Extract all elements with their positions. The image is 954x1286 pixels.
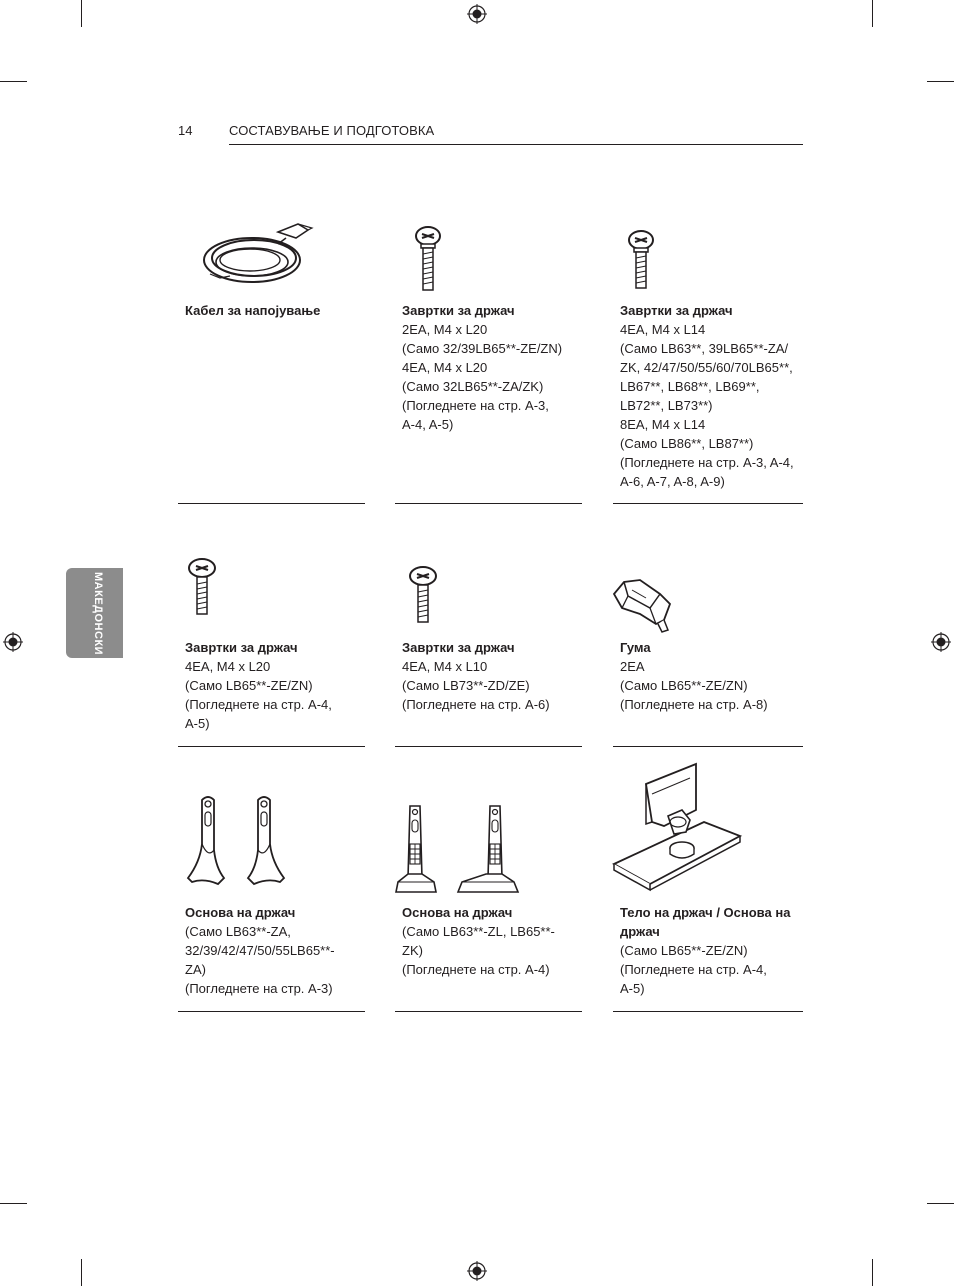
registration-mark-icon (931, 632, 951, 652)
item-title: Завртки за држач (402, 640, 515, 655)
item-detail: LB72**, LB73**) (620, 398, 713, 413)
item-detail: ZA) (185, 962, 206, 977)
item-detail: (Само LB86**, LB87**) (620, 436, 754, 451)
item-detail: ZK) (402, 943, 423, 958)
crop-mark (0, 81, 27, 82)
crop-mark (872, 0, 873, 27)
screw-icon (414, 226, 442, 294)
item-divider (395, 1011, 582, 1012)
item-divider (178, 746, 365, 747)
item-caption (185, 638, 360, 733)
screw-icon (187, 558, 217, 618)
item-divider (395, 746, 582, 747)
stand-base-feet-icon (394, 802, 522, 896)
item-detail: (Само LB63**, 39LB65**-ZA/ (620, 341, 789, 356)
language-tab (66, 568, 123, 658)
item-detail: A-4, A-5) (402, 417, 454, 432)
crop-mark (81, 1259, 82, 1286)
item-detail: 4EA, M4 x L20 (402, 360, 488, 375)
item-title: Завртки за држач (185, 640, 298, 655)
item-detail: (Погледнете на стр. A-8) (620, 697, 768, 712)
rubber-pad-icon (610, 576, 676, 634)
crop-mark (872, 1259, 873, 1286)
item-detail: 2EA, M4 x L20 (402, 322, 488, 337)
item-caption (185, 301, 360, 320)
item-detail: (Само LB73**-ZD/ZE) (402, 678, 530, 693)
item-detail: 32/39/42/47/50/55LB65**- (185, 943, 335, 958)
item-detail: (Само LB63**-ZL, LB65**- (402, 924, 555, 939)
item-detail: (Само LB65**-ZE/ZN) (620, 943, 748, 958)
item-detail: (Погледнете на стр. A-4) (402, 962, 550, 977)
item-detail: (Погледнете на стр. A-3) (185, 981, 333, 996)
item-divider (613, 746, 803, 747)
item-caption (620, 903, 802, 998)
item-divider (613, 503, 803, 504)
section-title: СОСТАВУВАЊЕ И ПОДГОТОВКА (229, 123, 435, 138)
item-title: Основа на држач (185, 905, 296, 920)
item-detail: 8EA, M4 x L14 (620, 417, 706, 432)
item-detail: A-5) (620, 981, 645, 996)
stand-base-legs-icon (184, 792, 292, 888)
crop-mark (927, 1203, 954, 1204)
item-detail: (Погледнете на стр. A-3, A-4, (620, 455, 794, 470)
item-divider (613, 1011, 803, 1012)
item-detail: LB67**, LB68**, LB69**, (620, 379, 760, 394)
screw-icon (627, 230, 655, 292)
item-divider (178, 503, 365, 504)
item-caption (402, 301, 582, 434)
language-tab-label: МАКЕДОНСКИ (92, 572, 104, 656)
item-caption (185, 903, 360, 998)
item-detail: (Само LB65**-ZE/ZN) (185, 678, 313, 693)
item-detail: (Погледнете на стр. A-4, (185, 697, 332, 712)
item-detail: 4EA, M4 x L10 (402, 659, 488, 674)
item-detail: A-5) (185, 716, 210, 731)
item-title: Основа на држач (402, 905, 513, 920)
item-divider (178, 1011, 365, 1012)
item-detail: (Погледнете на стр. A-4, (620, 962, 767, 977)
registration-mark-icon (3, 632, 23, 652)
item-title: Кабел за напојување (185, 303, 321, 318)
item-title: Завртки за држач (620, 303, 733, 318)
item-caption (402, 638, 582, 714)
item-detail: 4EA, M4 x L20 (185, 659, 271, 674)
registration-mark-icon (467, 1261, 487, 1281)
item-title: Гума (620, 640, 651, 655)
item-detail: (Погледнете на стр. A-6) (402, 697, 550, 712)
item-divider (395, 503, 582, 504)
item-detail: A-6, A-7, A-8, A-9) (620, 474, 725, 489)
screw-icon (408, 566, 438, 626)
item-detail: (Само 32LB65**-ZA/ZK) (402, 379, 544, 394)
page-number: 14 (178, 123, 193, 138)
crop-mark (81, 0, 82, 27)
item-caption (620, 301, 802, 491)
item-title: Завртки за држач (402, 303, 515, 318)
registration-mark-icon (467, 4, 487, 24)
power-cable-icon (200, 218, 320, 288)
item-caption (620, 638, 802, 714)
item-detail: 4EA, M4 x L14 (620, 322, 706, 337)
item-title-continued: држач (620, 924, 660, 939)
crop-mark (927, 81, 954, 82)
item-detail: (Само LB63**-ZA, (185, 924, 291, 939)
stand-body-base-icon (612, 760, 744, 892)
item-detail: (Само 32/39LB65**-ZE/ZN) (402, 341, 563, 356)
item-caption (402, 903, 582, 979)
crop-mark (0, 1203, 27, 1204)
item-detail: (Погледнете на стр. A-3, (402, 398, 549, 413)
item-detail: ZK, 42/47/50/55/60/70LB65**, (620, 360, 793, 375)
item-detail: 2EA (620, 659, 645, 674)
item-detail: (Само LB65**-ZE/ZN) (620, 678, 748, 693)
item-title: Тело на држач / Основа на (620, 905, 791, 920)
header-divider (229, 144, 803, 145)
